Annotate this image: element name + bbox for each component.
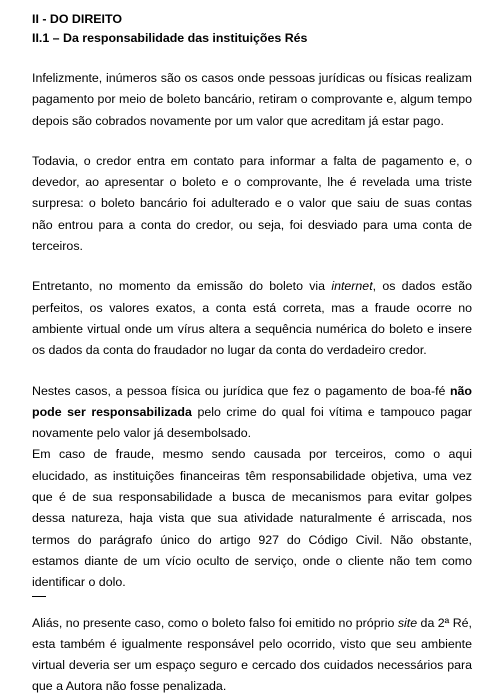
section-title: II - DO DIREITO xyxy=(32,12,122,26)
paragraph-5: Em caso de fraude, mesmo sendo causada por terceiros, como o aqui elucidado, as instituições financeiras têm responsabilidade objetiva, uma vez que é de sua responsabilidade a busca de mecanismos para evitar golpes dessa natureza, haja vista que sua atividade naturalmente é arriscada, nos termos do parágrafo único do artigo 927 do Código Civil. Não obstante, estamos diante de um vício oculto de serviço, onde o cliente não tem como identificar o dolo. xyxy=(32,447,472,590)
paragraph-2: Todavia, o credor entra em contato para informar a falta de pagamento e, o devedor, ao apresentar o boleto e o comprovante, lhe é revelada uma triste surpresa: o boleto bancário foi adulterado e o valor que saiu de suas contas não entrou para a conta do credor, ou seja, foi desviado para uma conta de terceiros. xyxy=(32,153,472,254)
paragraph-3-emphasis: internet xyxy=(331,279,373,294)
paragraph-6 xyxy=(32,613,472,698)
paragraph-4 xyxy=(32,381,472,445)
spacer xyxy=(32,594,472,613)
paragraph-3 xyxy=(32,276,472,361)
spacer xyxy=(32,257,472,276)
spacer xyxy=(32,362,472,381)
paragraph-1: Infelizmente, inúmeros são os casos onde pessoas jurídicas ou físicas realizam pagamento por meio de boleto bancário, retiram o comprovante e, algum tempo depois são cobrados novamente por um valor que acreditam já estar pago. xyxy=(32,71,472,128)
paragraph-4-text-b: pelo crime do qual foi vítima e tampouco pagar novamente pelo valor já desembolsado. xyxy=(32,404,472,441)
paragraph-6-text-b: da 2ª Ré, esta também é igualmente responsável pelo ocorrido, visto que seu ambiente virtual deveria ser um espaço seguro e cercado dos cuidados necessários para que a Autora não fosse penalizada. xyxy=(32,615,472,694)
paragraph-6-emphasis: site xyxy=(397,615,418,630)
paragraph-6-text-a: Aliás, no presente caso, como o boleto falso foi emitido no próprio xyxy=(32,615,398,630)
paragraph-3-text-a: Entretanto, no momento da emissão do boleto via xyxy=(32,279,332,294)
subsection-title: II.1 – Da responsabilidade das instituições Rés xyxy=(32,31,308,45)
paragraph-3-text-b: , os dados estão perfeitos, os valores exatos, a conta está correta, mas a fraude ocorre no ambiente virtual onde um vírus altera a sequência numérica do boleto e insere os dados da conta do fraudador no lugar da conta do verdadeiro credor. xyxy=(32,279,472,358)
paragraph-4-text-a: Nestes casos, a pessoa física ou jurídica que fez o pagamento de boa-fé xyxy=(32,383,450,398)
spacer xyxy=(32,132,472,151)
cut-off-text-fragment xyxy=(32,596,46,601)
spacer xyxy=(32,48,472,68)
paragraph-4-strong: não pode ser responsabilizada xyxy=(32,383,472,419)
